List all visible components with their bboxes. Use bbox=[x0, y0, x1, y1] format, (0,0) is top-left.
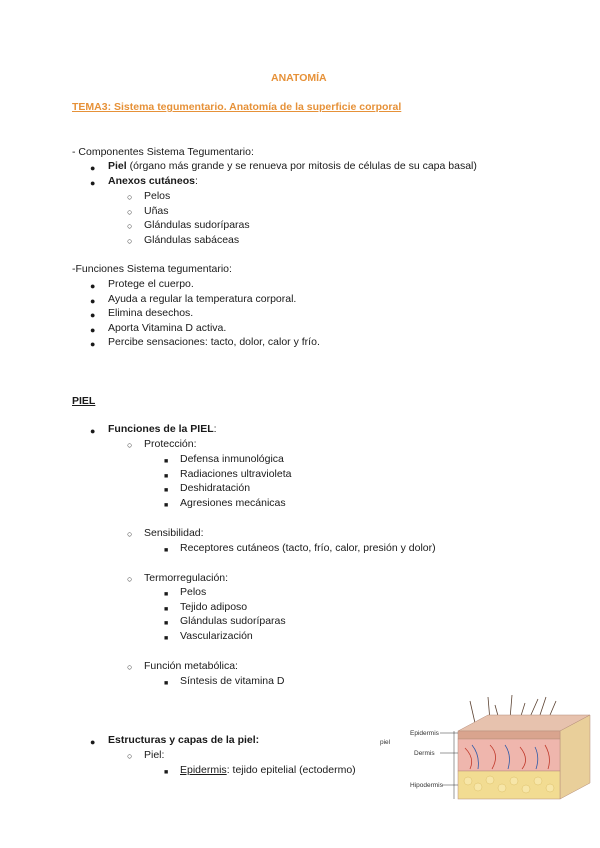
square-bullet-icon: ■ bbox=[164, 620, 169, 627]
componentes-heading: - Componentes Sistema Tegumentario: bbox=[72, 146, 254, 158]
circle-bullet-icon: ○ bbox=[127, 192, 133, 202]
square-bullet-icon: ■ bbox=[164, 769, 169, 776]
circle-bullet-icon: ○ bbox=[127, 440, 133, 450]
figure-label-hipodermis: Hipodermis bbox=[410, 782, 443, 789]
square-bullet-icon: ■ bbox=[164, 547, 169, 554]
square-bullet-icon: ■ bbox=[164, 487, 169, 494]
square-bullet-icon: ■ bbox=[164, 458, 169, 465]
list-item: Glándulas sabáceas bbox=[144, 234, 240, 246]
figure-label-piel: piel bbox=[380, 739, 391, 746]
circle-bullet-icon: ○ bbox=[127, 574, 133, 584]
topic-heading: TEMA3: Sistema tegumentario. Anatomía de la superficie corporal bbox=[72, 101, 402, 113]
list-item: Receptores cutáneos (tacto, frío, calor, presión y dolor) bbox=[180, 542, 436, 554]
termo-label: Termorregulación: bbox=[144, 572, 229, 584]
square-bullet-icon: ■ bbox=[164, 606, 169, 613]
piel-heading: PIEL bbox=[72, 395, 96, 407]
list-item: Glándulas sudoríparas bbox=[144, 219, 250, 231]
list-item: Aporta Vitamina D activa. bbox=[108, 322, 227, 334]
list-item: Deshidratación bbox=[180, 482, 251, 494]
bullet-icon: ● bbox=[90, 426, 96, 436]
list-item: Pelos bbox=[180, 586, 207, 598]
list-item: Pelos bbox=[144, 190, 171, 202]
bullet-icon: ● bbox=[90, 325, 96, 335]
bullet-icon: ● bbox=[90, 310, 96, 320]
estructuras-item: Estructuras y capas de la piel: bbox=[108, 734, 260, 746]
square-bullet-icon: ■ bbox=[164, 502, 169, 509]
circle-bullet-icon: ○ bbox=[127, 221, 133, 231]
list-item: Tejido adiposo bbox=[180, 601, 248, 613]
circle-bullet-icon: ○ bbox=[127, 236, 133, 246]
bullet-icon: ● bbox=[90, 296, 96, 306]
anexos-item: Anexos cutáneos: bbox=[108, 175, 198, 187]
list-item: Defensa inmunológica bbox=[180, 453, 284, 465]
bullet-icon: ● bbox=[90, 281, 96, 291]
sensibilidad-label: Sensibilidad: bbox=[144, 527, 204, 539]
epidermis-item: Epidermis: tejido epitelial (ectodermo) bbox=[180, 764, 356, 776]
bullet-icon: ● bbox=[90, 737, 96, 747]
square-bullet-icon: ■ bbox=[164, 473, 169, 480]
circle-bullet-icon: ○ bbox=[127, 207, 133, 217]
list-item: Síntesis de vitamina D bbox=[180, 675, 285, 687]
square-bullet-icon: ■ bbox=[164, 635, 169, 642]
square-bullet-icon: ■ bbox=[164, 591, 169, 598]
circle-bullet-icon: ○ bbox=[127, 529, 133, 539]
skin-cross-section-figure bbox=[380, 693, 600, 803]
list-item: Radiaciones ultravioleta bbox=[180, 468, 292, 480]
circle-bullet-icon: ○ bbox=[127, 662, 133, 672]
list-item: Agresiones mecánicas bbox=[180, 497, 286, 509]
list-item: Protege el cuerpo. bbox=[108, 278, 194, 290]
piel-sub-label: Piel: bbox=[144, 749, 165, 761]
bullet-icon: ● bbox=[90, 163, 96, 173]
list-item: Glándulas sudoríparas bbox=[180, 615, 286, 627]
list-item: Elimina desechos. bbox=[108, 307, 194, 319]
funciones-heading: -Funciones Sistema tegumentario: bbox=[72, 263, 232, 275]
list-item: Vascularización bbox=[180, 630, 253, 642]
figure-label-dermis: Dermis bbox=[414, 750, 435, 757]
bullet-icon: ● bbox=[90, 178, 96, 188]
document-title: ANATOMÍA bbox=[271, 72, 327, 84]
list-item: Percibe sensaciones: tacto, dolor, calor y frío. bbox=[108, 336, 320, 348]
list-item: Ayuda a regular la temperatura corporal. bbox=[108, 293, 297, 305]
funciones-piel-item: Funciones de la PIEL: bbox=[108, 423, 217, 435]
metabolica-label: Función metabólica: bbox=[144, 660, 238, 672]
bullet-icon: ● bbox=[90, 339, 96, 349]
proteccion-label: Protección: bbox=[144, 438, 197, 450]
figure-label-epidermis: Epidermis bbox=[410, 730, 439, 737]
piel-item: Piel (órgano más grande y se renueva por mitosis de células de su capa basal) bbox=[108, 160, 477, 172]
list-item: Uñas bbox=[144, 205, 169, 217]
square-bullet-icon: ■ bbox=[164, 680, 169, 687]
circle-bullet-icon: ○ bbox=[127, 751, 133, 761]
